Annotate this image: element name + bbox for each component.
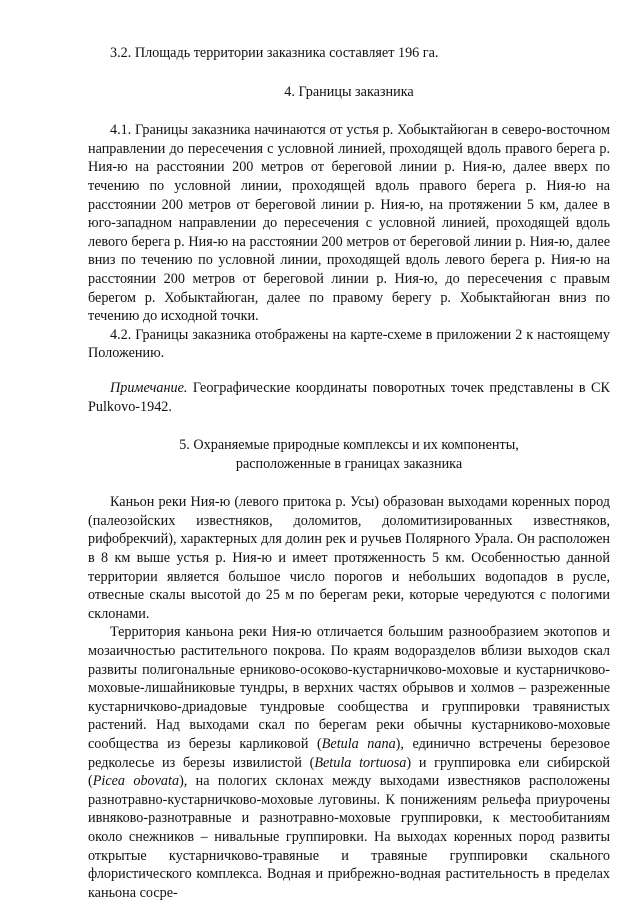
note-paragraph: [88, 379, 610, 416]
paragraph-4-2: 4.2. Границы заказника отображены на карте-схеме в приложении 2 к настоящему Положению.: [88, 326, 610, 362]
latin-picea-obovata: Picea obovata: [92, 773, 180, 790]
heading-5-line-1: 5. Охраняемые природные комплексы и их компоненты,: [179, 437, 519, 454]
heading-4: 4. Границы заказника: [284, 83, 414, 100]
paragraph-5-1: Каньон реки Ния-ю (левого притока р. Усы) образован выходами коренных пород (палеозойских известняков, доломитов, доломитизированных известняков, рифобрекчий), характерных для долин рек и ручьев Полярного Урала. Он расположен в 8 км выше устья р. Ния-ю и имеет протяженность 5 км. Особенностью данной территории является большое число порогов и небольших водопадов в русле, отвесные скалы высотой до 25 м по берегам реки, которые чередуются с пологими склонами.: [88, 494, 610, 622]
section-3-2: 3.2. Площадь территории заказника составляет 196 га.: [110, 45, 439, 61]
note-label: Примечание.: [110, 379, 188, 396]
latin-betula-tortuosa: Betula tortuosa: [314, 754, 407, 771]
note-text: Географические координаты поворотных точек представлены в СК Pulkovo-1942.: [88, 379, 610, 415]
paragraph-5-2: [88, 623, 610, 902]
paragraph-5-2-part-c: ) и группировка ели сибирской (: [88, 754, 611, 790]
paragraph-4-1: 4.1. Границы заказника начинаются от устья р. Хобыктайюган в северо-восточном направлении до пересечения с условной линией, проходящей вдоль правого берега р. Ния-ю на расстоянии 200 метров от береговой линии р. Ния-ю, далее вверх по течению по условной линии, проходящей вдоль правого берега р. Ния-ю на расстоянии 200 метров от береговой линии р. Ния-ю, на протяжении 5 км, далее в юго-западном направлении до пересечения с условной линией, проходящей вдоль левого берега р. Ния-ю на расстоянии 200 метров от береговой линии р. Ния-ю, далее вниз по течению по условной линии, проходящей вдоль левого берега р. Ния-ю на расстоянии 200 метров от береговой линии р. Ния-ю, до пересечения с правым берегом р. Хобыктайюган, далее по правому берегу р. Хобыктайюган вниз по течению до исходной точки.: [88, 122, 610, 325]
paragraph-5-2-part-d: ), на пологих склонах между выходами известняков расположены разнотравно-кустарничково-моховые луговины. К понижениям рельефа приурочены ивняково-разнотравные и разнотравно-моховые группировки, к местообитаниям около снежников – нивальные группировки. На выходах коренных пород развиты открытые кустарничково-травяные и травяные группировки скального флористического комплекса. Водная и прибрежно-водная растительность в пределах каньона сосре-: [88, 773, 610, 901]
paragraph-5-2-part-b: ), единично встречены березовое редколесье из березы извилистой (: [88, 736, 610, 771]
paragraph-5-2-part-a: Территория каньона реки Ния-ю отличается большим разнообразием экотопов и мозаичностью растительного покрова. По краям водоразделов вблизи выходов скал развиты полигональные ерниково-осоково-кустарничково-моховые и кустарничково-моховые-лишайниковые тундры, в верхних частях обрывов и холмов – разреженные кустарничково-дриадовые тундровые сообщества и группировки травянистых растений. Над выходами скал по берегам реки обычны кустарниково-моховые сообщества из березы карликовой (: [88, 624, 610, 752]
latin-betula-nana: Betula nana: [321, 736, 396, 752]
heading-5-line-2: расположенные в границах заказника: [235, 455, 463, 472]
